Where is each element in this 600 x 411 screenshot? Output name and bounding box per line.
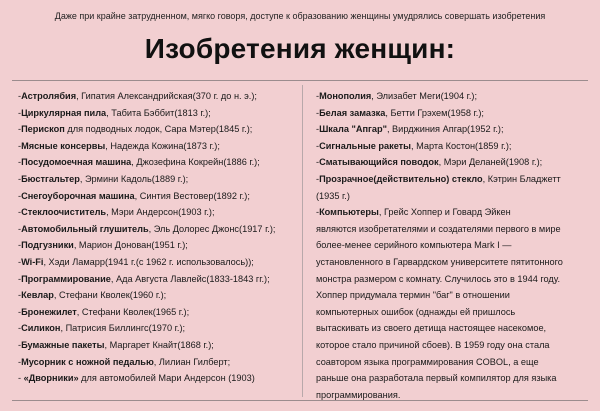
inventor-info: , Марта Костон(1859 г.); — [411, 140, 512, 151]
list-dash: - — [18, 339, 22, 350]
list-item — [18, 237, 300, 254]
inventor-info: , Ада Августа Лавлейс(1833-1843 гг.); — [110, 273, 270, 284]
invention-name: Перископ — [21, 124, 65, 135]
list-dash: - — [18, 91, 22, 101]
invention-name: Циркулярная пила — [21, 107, 107, 118]
invention-name: Стеклоочиститель — [21, 207, 107, 218]
inventor-info: , Эль Долорес Джонс(1917 г.); — [148, 223, 276, 234]
inventor-info: , Табита Бэббит(1813 г.); — [106, 107, 211, 118]
computers-description — [316, 221, 590, 404]
invention-name: Астролябия — [21, 91, 77, 101]
list-item — [18, 337, 300, 354]
list-dash: - — [18, 273, 22, 284]
description-line: соавтором языка программирования COBOL, а еще — [316, 356, 539, 367]
invention-name: Подгузники — [21, 240, 74, 251]
invention-name: Программирование — [21, 273, 111, 284]
invention-name: Мусорник с ножной педалью — [21, 356, 154, 367]
invention-name: Бюстгальтер — [21, 173, 80, 184]
list-dash: - — [18, 240, 22, 251]
list-item — [18, 254, 300, 271]
list-dash: - — [316, 91, 320, 101]
list-dash: - — [18, 207, 22, 218]
list-dash: - — [18, 306, 22, 317]
page-title: Изобретения женщин: — [144, 33, 456, 64]
description-line: раньше она разработала первый компилятор для языка — [316, 373, 557, 384]
list-item — [18, 370, 300, 387]
inventor-info: , Стефани Кволек(1960 г.); — [53, 290, 167, 301]
list-item — [18, 121, 300, 138]
inventor-info: , Патрисия Биллингс(1970 г.); — [60, 323, 186, 334]
inventor-info: , Эрмини Кадоль(1889 г.); — [79, 173, 189, 184]
list-item — [18, 171, 300, 188]
list-item — [18, 105, 300, 122]
list-dash: - — [316, 124, 320, 135]
list-item — [316, 105, 590, 122]
description-line: установленного в Гарвардском университете пятитонного — [316, 256, 563, 267]
list-item — [316, 154, 590, 171]
list-dash: - — [18, 356, 22, 367]
list-dash: - — [316, 107, 320, 118]
list-dash: - — [18, 190, 22, 201]
invention-name: Силикон — [21, 323, 61, 334]
list-item — [18, 287, 300, 304]
inventor-info: , Надежда Кожина(1873 г.); — [105, 140, 220, 151]
description-line: вытаскивать из своего детища настоящее насекомое, — [316, 323, 547, 334]
list-item — [18, 221, 300, 238]
subtitle: Даже при крайне затрудненном, мягко говоря, доступе к образованию женщины умудрялись совершать изобретения — [54, 11, 546, 21]
inventor-info: , Марион Донован(1951 г.); — [73, 240, 188, 251]
inventor-info: , Мэри Андерсон(1903 г.); — [106, 207, 215, 218]
list-dash: - — [18, 323, 22, 334]
invention-name: Бумажные пакеты — [21, 339, 105, 350]
list-item — [316, 121, 590, 138]
list-item — [18, 204, 300, 221]
list-dash: - — [18, 124, 22, 135]
list-dash: - — [316, 140, 320, 151]
invention-name: «Дворники» — [23, 373, 79, 384]
invention-name: Посудомоечная машина — [21, 157, 132, 168]
invention-name: Кевлар — [21, 290, 54, 301]
list-item — [18, 88, 300, 105]
list-dash: - — [18, 107, 22, 118]
right-column — [316, 88, 590, 403]
list-dash: - — [18, 223, 22, 234]
list-item — [316, 138, 590, 155]
description-line: монстра размером с комнату. Случилось это в 1944 году. — [316, 273, 561, 284]
inventor-info: , Лилиан Гилберт; — [153, 356, 231, 367]
description-line: которое стало причиной сбоев). В 1959 году она стала — [316, 339, 550, 350]
list-item: -Прозрачное(действительно) стекло, Кэтрин Бладжетт — [316, 173, 561, 184]
inventor-info: для автомобилей Мари Андерсон (1903) — [78, 373, 255, 384]
invention-name: Автомобильный глушитель — [21, 223, 149, 234]
invention-name: Wi-Fi — [21, 256, 44, 267]
list-item — [18, 271, 300, 288]
invention-name: Снегоуборочная машина — [21, 190, 135, 201]
invention-name: Шкала "Апгар" — [319, 124, 387, 135]
list-item: -Компьютеры, Грейс Хоппер и Говард Эйкен — [316, 207, 511, 218]
description-line: программирования. — [316, 389, 401, 400]
list-item — [18, 354, 300, 371]
list-item — [18, 304, 300, 321]
list-dash: - — [18, 290, 22, 301]
left-column — [18, 88, 300, 387]
invention-name: Белая замазка — [319, 107, 386, 118]
invention-name: Мясные консервы — [21, 140, 106, 151]
top-rule — [12, 80, 588, 81]
inventor-info: , Гипатия Александрийская(370 г. до н. э.); — [76, 91, 257, 101]
list-item — [316, 88, 590, 105]
description-line: Хоппер придумала термин "баг" в отношении — [316, 290, 510, 301]
list-item-continuation: (1935 г.) — [316, 190, 350, 201]
list-dash: - — [316, 157, 320, 168]
inventor-info: , Маргарет Кнайт(1868 г.); — [104, 339, 214, 350]
list-dash: - — [18, 256, 22, 267]
list-dash: - — [18, 140, 22, 151]
inventor-info: , Вирджиния Апгар(1952 г.); — [386, 124, 504, 135]
list-dash: - — [18, 173, 22, 184]
list-item — [18, 138, 300, 155]
inventor-info: для подводных лодок, Сара Мэтер(1845 г.); — [64, 124, 253, 135]
column-divider — [302, 85, 303, 397]
description-line: компьютерных ошибок (однажды ей пришлось — [316, 306, 516, 317]
inventor-info: , Синтия Вестовер(1892 г.); — [134, 190, 250, 201]
description-line: являются изобретателями и создателями первого в мире — [316, 223, 561, 234]
inventor-info: , Джозефина Кокрейн(1886 г.); — [131, 157, 260, 168]
inventor-info: , Стефани Кволек(1965 г.); — [76, 306, 190, 317]
inventor-info: , Мэри Деланей(1908 г.); — [438, 157, 543, 168]
list-item — [18, 154, 300, 171]
description-line: более-менее серийного компьютера Mark I — — [316, 240, 512, 251]
inventor-info: , Бетти Грэхем(1958 г.); — [385, 107, 484, 118]
inventor-info: , Элизабет Меги(1904 г.); — [371, 91, 478, 101]
list-dash: - — [18, 373, 24, 384]
bottom-rule — [12, 400, 588, 401]
invention-name: Бронежилет — [21, 306, 77, 317]
invention-name: Сигнальные ракеты — [319, 140, 412, 151]
list-item — [18, 188, 300, 205]
list-item — [18, 320, 300, 337]
inventor-info: , Хэди Ламарр(1941 г.(с 1962 г. использовалось)); — [43, 256, 254, 267]
invention-name: Монополия — [319, 91, 372, 101]
list-dash: - — [18, 157, 22, 168]
invention-name: Сматывающийся поводок — [319, 157, 439, 168]
